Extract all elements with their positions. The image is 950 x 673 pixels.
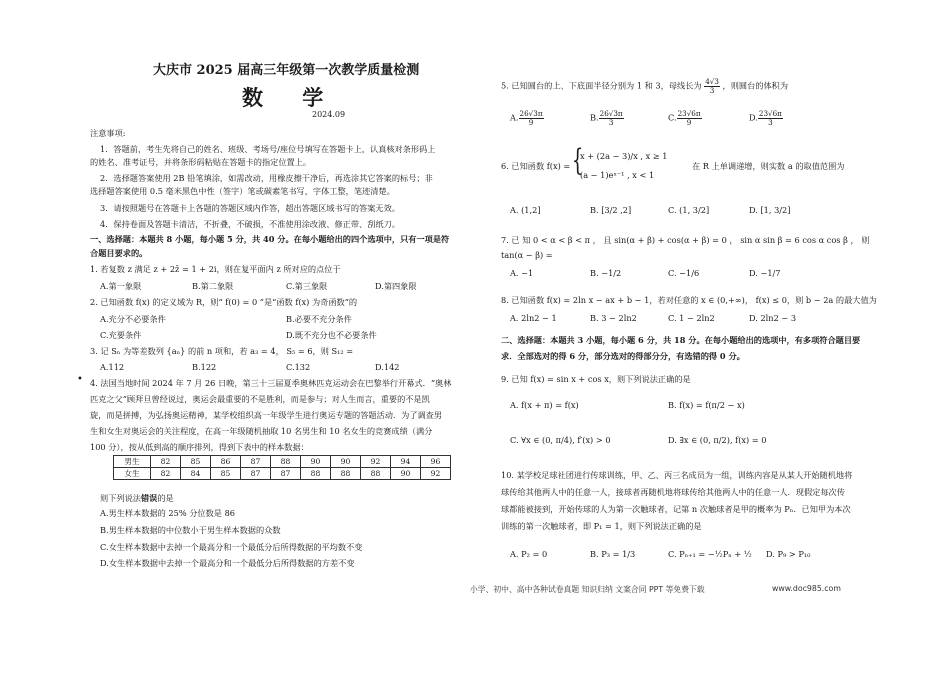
option-label: B.: [590, 112, 599, 123]
table-cell: 85: [181, 456, 211, 468]
section1-heading-line: 一、选择题：本题共 8 小题，每小题 5 分，共 40 分。在每小题给出的四个选项中，只有一项是符: [90, 234, 450, 244]
notice-line: 3．请按照题号在答题卡上各题的答题区域内作答，超出答题区域书写的答案无效。: [100, 203, 400, 213]
fraction: [599, 110, 624, 127]
stem-text: ，则圆台的体积为: [722, 80, 789, 91]
table-cell: 90: [391, 468, 421, 480]
option-b: [590, 110, 624, 127]
question-line: 训练的第一次触球者，即 P₁ = 1，则下列说法正确的是: [501, 521, 702, 531]
prompt-text: 的是: [157, 493, 174, 503]
piecewise-case: (a − 1)eˣ⁻¹ , x < 1: [580, 170, 655, 180]
option-a: A.第一象限: [100, 281, 142, 291]
table-row: [114, 456, 451, 468]
exam-title: 大庆市 2025 届高三年级第一次教学质量检测: [153, 63, 420, 78]
option-label: C.: [668, 112, 677, 123]
section2-heading-line: 求．全部选对的得 6 分，部分选对的得部分分，有选错的得 0 分。: [501, 351, 745, 361]
option-c: C.132: [286, 362, 311, 372]
table-cell: 90: [331, 456, 361, 468]
denominator: 3: [768, 118, 773, 127]
stem-text: 5. 已知圆台的上、下底面半径分别为 1 和 3，母线长为: [501, 80, 702, 91]
option-c: C.充要条件: [100, 330, 142, 340]
numerator: 26√3π: [599, 109, 623, 118]
option-a: A. −1: [510, 268, 534, 278]
question-prompt: [100, 493, 174, 503]
table-cell: 94: [391, 456, 421, 468]
option-b: B. P₃ = 1/3: [590, 549, 636, 559]
option-d: D. −1/7: [749, 268, 781, 278]
table-cell: 87: [241, 456, 271, 468]
numerator: 4√3: [705, 77, 719, 86]
option-b: B. −1/2: [590, 268, 622, 278]
table-cell: 88: [361, 468, 391, 480]
question-stem: 9. 已知 f(x) = sin x + cos x，则下列说法正确的是: [501, 374, 691, 384]
table-cell: 82: [151, 456, 181, 468]
bullet-mark: •: [77, 374, 83, 385]
subject-title: 数 学: [242, 85, 340, 110]
question-line: 球传给其他两人中的任意一人，接球者再随机地将球传给其他两人中的任意一人．现假定每次传: [501, 487, 845, 497]
table-cell: 88: [331, 468, 361, 480]
row-label: 女生: [114, 468, 151, 480]
denominator: 3: [608, 118, 614, 127]
numerator: 23√6π: [758, 109, 782, 118]
option-d: D.第四象限: [375, 281, 417, 291]
section1-heading-line: 合题目要求的。: [90, 248, 148, 258]
option-b: B.男生样本数据的中位数小于男生样本数据的众数: [100, 525, 281, 535]
option-label: D.: [749, 112, 758, 123]
option-a: A.112: [100, 362, 125, 372]
score-table: [113, 455, 451, 480]
option-c: C.第三象限: [286, 281, 328, 291]
fraction: [677, 110, 702, 127]
question-stem-head: 6. 已知函数 f(x) =: [501, 161, 571, 171]
option-d: D.142: [375, 362, 400, 372]
question-stem: 1. 若复数 z 满足 z + 2z̄ = 1 + 2i，则在复平面内 z 所对应的点位于: [90, 264, 341, 274]
question-stem: 2. 已知函数 f(x) 的定义域为 R，则“ f(0) = 0 ”是“函数 f(x) 为奇函数”的: [90, 297, 358, 307]
option-c: [668, 110, 702, 127]
notice-line: 4．保持卷面及答题卡清洁，不折叠，不破损，不准使用涂改液、修正带、刮纸刀。: [100, 219, 400, 229]
question-line: 匹克之父”顾拜旦曾经说过，奥运会最重要的不是胜利，而是参与；对人生而言，重要的不是凯: [90, 394, 430, 404]
fraction: [758, 110, 783, 127]
option-d: D. [1, 3/2]: [749, 205, 791, 215]
table-cell: 88: [301, 468, 331, 480]
option-d: D. 2ln2 − 3: [749, 313, 797, 323]
fraction: [519, 110, 544, 127]
exam-date: 2024.09: [312, 110, 346, 119]
option-b: B.122: [192, 362, 217, 372]
piecewise-case: x + (2a − 3)/x , x ≥ 1: [580, 151, 668, 161]
option-d: [749, 110, 783, 127]
option-b: B. 3 − 2ln2: [590, 313, 637, 323]
table-cell: 92: [421, 468, 451, 480]
option-a: A.充分不必要条件: [100, 314, 166, 324]
numerator: 26√3π: [519, 109, 543, 118]
option-b: B. [3/2 ,2]: [590, 205, 632, 215]
denominator: 9: [686, 118, 692, 127]
fraction: [704, 78, 720, 95]
table-cell: 90: [301, 456, 331, 468]
option-c: C. ∀x ∈ (0, π/4), f′(x) > 0: [510, 435, 611, 445]
table-cell: 92: [361, 456, 391, 468]
question-line: 10. 某学校足球社团进行传球训练，甲、乙、丙三名成员为一组，训练内容是从某人开始随机地将: [501, 470, 853, 480]
option-a: [510, 110, 544, 127]
question-line: 7. 已 知 0 < α < β < π ， 且 sin(α + β) + cos(α + β) = 0 ， sin α sin β = 6 cos α cos β ， 则: [501, 235, 870, 245]
question-stem-tail: 在 R 上单调递增，则实数 a 的取值范围为: [692, 161, 845, 171]
numerator: 23√6π: [677, 109, 701, 118]
option-b: B.必要不充分条件: [286, 314, 352, 324]
table-cell: 96: [421, 456, 451, 468]
option-c: C. 1 − 2ln2: [668, 313, 715, 323]
notice-line: 2．选择题答案使用 2B 铅笔填涂，如需改动，用橡皮擦干净后，再选涂其它答案的标号；非: [100, 173, 433, 183]
option-b: B. f(x) = f(π/2 − x): [668, 400, 745, 410]
option-d: D. ∃x ∈ (0, π/2), f(x) = 0: [668, 435, 767, 445]
table-cell: 88: [271, 456, 301, 468]
question-line: 生和女生对奥运会的关注程度，在高一年级随机抽取 10 名男生和 10 名女生的竞赛成绩（满分: [90, 426, 433, 436]
section2-heading-line: 二、选择题：本题共 3 小题，每小题 6 分，共 18 分。在每小题给出的选项中，有多项符合题目要: [501, 335, 861, 345]
notice-title: 注意事项:: [90, 128, 126, 138]
question-stem: 3. 记 Sₙ 为等差数列 {aₙ} 的前 n 项和，若 a₃ = 4， S₅ = 6，则 S₁₂ =: [90, 346, 354, 356]
footer-site-link[interactable]: www.doc985.com: [772, 584, 841, 593]
option-d: D. P₉ > P₁₀: [766, 549, 811, 559]
option-c: C.女生样本数据中去掉一个最高分和一个最低分后所得数据的平均数不变: [100, 542, 363, 552]
option-label: A.: [510, 112, 519, 123]
table-row: [114, 468, 451, 480]
denominator: 3: [709, 86, 715, 95]
question-line: 100 分），按从低到高的顺序排列，得到下表中的样本数据：: [90, 442, 309, 452]
table-cell: 85: [211, 468, 241, 480]
prompt-emphasis: 错误: [140, 493, 158, 503]
notice-line: 选择题答案使用 0.5 毫米黑色中性（签字）笔或碳素笔书写，字体工整，笔迹清楚。: [90, 186, 395, 196]
table-cell: 87: [271, 468, 301, 480]
denominator: 9: [528, 118, 534, 127]
table-cell: 82: [151, 468, 181, 480]
option-a: A.男生样本数据的 25% 分位数是 86: [100, 508, 236, 518]
question-stem: [501, 78, 788, 95]
option-a: A. 2ln2 − 1: [510, 313, 557, 323]
question-line: tan(α − β) =: [501, 250, 553, 260]
footer-text: 小学、初中、高中各种试卷真题 知识归纳 文案合同 PPT 等免费下载: [470, 585, 705, 594]
option-a: A. P₂ = 0: [510, 549, 548, 559]
option-a: A. f(x + π) = f(x): [510, 400, 579, 410]
option-c: C. Pₙ₊₁ = −½Pₙ + ½: [668, 549, 752, 559]
notice-line: 1．答题前，考生先将自己的姓名、班级、考场号/座位号填写在答题卡上，认真核对条形码上: [100, 144, 436, 154]
option-a: A. (1,2]: [510, 205, 541, 215]
question-line: 球都能被接到，开始传球的人为第一次触球者，记第 n 次触球者是甲的概率为 Pₙ．已知甲为本次: [501, 504, 851, 514]
table-cell: 84: [181, 468, 211, 480]
option-d: D.女生样本数据中去掉一个最高分和一个最低分后所得数据的方差不变: [100, 558, 355, 568]
option-b: B.第二象限: [192, 281, 234, 291]
option-c: C. −1/6: [668, 268, 700, 278]
option-d: D.既不充分也不必要条件: [286, 330, 377, 340]
row-label: 男生: [114, 456, 151, 468]
prompt-text: 则下列说法: [100, 493, 141, 503]
question-line: 4. 法国当地时间 2024 年 7 月 26 日晚，第三十三届夏季奥林匹克运动会在巴黎举行开幕式．“奥林: [90, 378, 452, 388]
question-stem: 8. 已知函数 f(x) = 2ln x − ax + b − 1，若对任意的 x ∈ (0,+∞)， f(x) ≤ 0，则 b − 2a 的最大值为: [501, 295, 877, 305]
piecewise-brace: {: [571, 143, 584, 178]
question-line: 旋，而是拼搏，为弘扬奥运精神，某学校组织高一年级学生进行奥运专题的答题活动．为了调查男: [90, 410, 443, 420]
option-c: C. (1, 3/2]: [668, 205, 710, 215]
table-cell: 87: [241, 468, 271, 480]
table-cell: 86: [211, 456, 241, 468]
notice-line: 的姓名、准考证号，并将条形码粘贴在答题卡的指定位置上。: [90, 157, 312, 167]
